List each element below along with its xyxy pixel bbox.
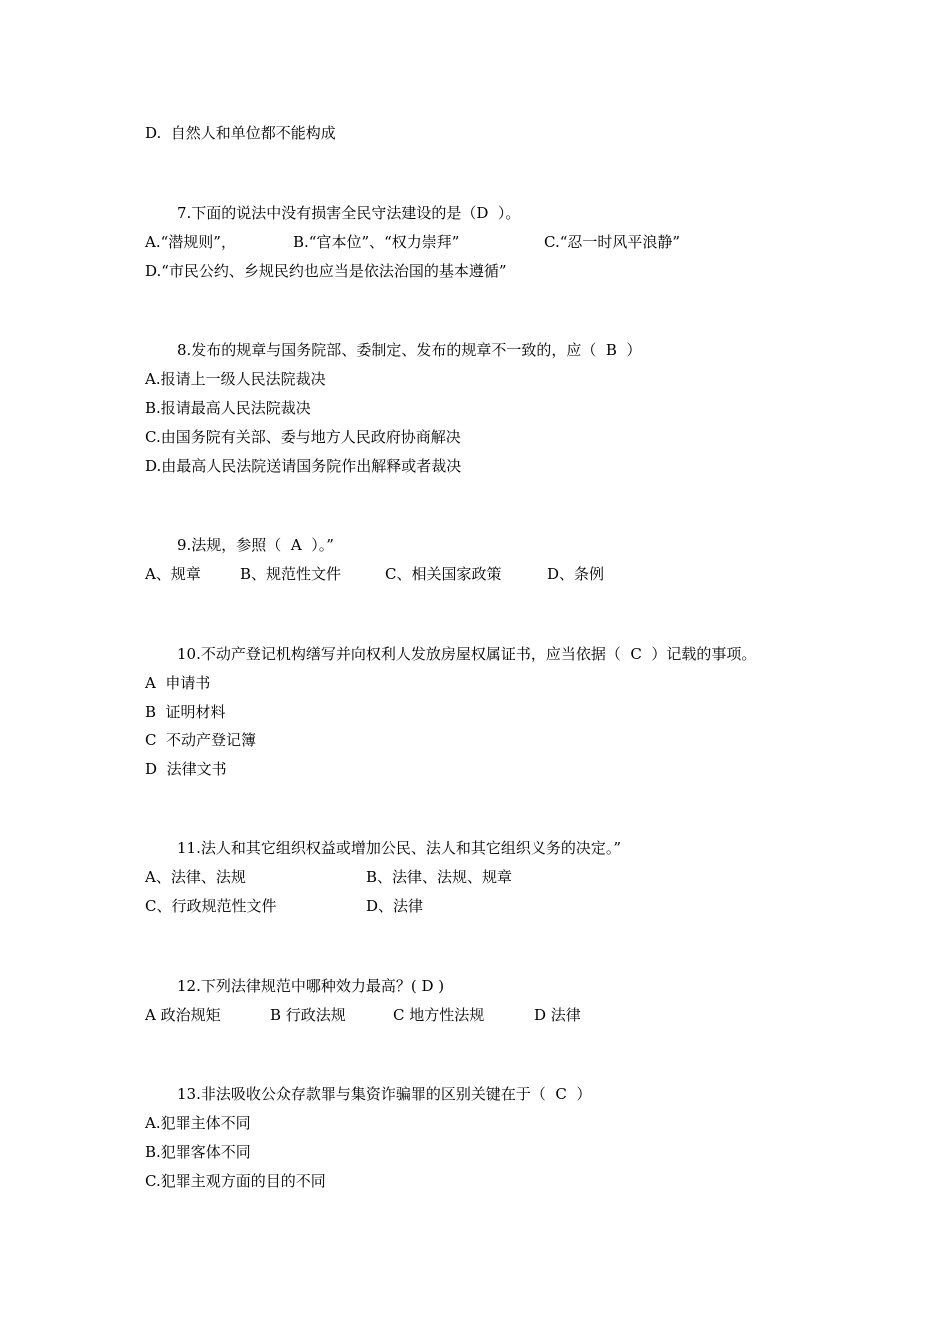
q9-option-b: B、规范性文件 [240, 565, 342, 583]
q12-option-a: A 政治规矩 [145, 1006, 221, 1024]
q13-option-b: B.犯罪客体不同 [145, 1143, 251, 1161]
q10-option-a: A 申请书 [145, 674, 211, 692]
q12-question: 12.下列法律规范中哪种效力最高？( D ) [177, 977, 445, 995]
q7-option-a: A.“潜规则”， [145, 233, 236, 251]
q13-option-c: C.犯罪主观方面的目的不同 [145, 1172, 326, 1190]
q12-option-d: D 法律 [534, 1006, 581, 1024]
q11-option-b: B、法律、法规、规章 [366, 868, 513, 886]
q13-question: 13.非法吸收公众存款罪与集资诈骗罪的区别关键在于（ C ） [177, 1085, 592, 1103]
q9-option-d: D、条例 [547, 565, 605, 583]
q6-option-d: D. 自然人和单位都不能构成 [145, 124, 336, 142]
q7-option-b: B.“官本位”、“权力崇拜” [293, 233, 460, 251]
q8-option-a: A.报请上一级人民法院裁决 [145, 370, 326, 388]
q11-question: 11.法人和其它组织权益或增加公民、法人和其它组织义务的决定。” [177, 839, 622, 857]
q7-option-d: D.“市民公约、乡规民约也应当是依法治国的基本遵循” [145, 262, 507, 280]
q13-option-a: A.犯罪主体不同 [145, 1114, 251, 1132]
q9-option-c: C、相关国家政策 [385, 565, 502, 583]
q11-option-c: C、行政规范性文件 [145, 897, 277, 915]
q9-option-a: A、规章 [145, 565, 201, 583]
q10-option-d: D 法律文书 [145, 760, 227, 778]
q7-question: 7.下面的说法中没有损害全民守法建设的是（D ）。 [177, 204, 521, 222]
q10-question: 10.不动产登记机构缮写并向权利人发放房屋权属证书，应当依据（ C ）记载的事项。 [177, 645, 757, 663]
q12-option-b: B 行政法规 [270, 1006, 346, 1024]
q11-option-a: A、法律、法规 [145, 868, 246, 886]
q8-option-d: D.由最高人民法院送请国务院作出解释或者裁决 [145, 457, 462, 475]
q10-option-c: C 不动产登记簿 [145, 731, 257, 749]
q9-question: 9.法规，参照（ A ）。” [177, 536, 334, 554]
q8-option-c: C.由国务院有关部、委与地方人民政府协商解决 [145, 428, 461, 446]
q11-option-d: D、法律 [366, 897, 424, 915]
q7-option-c: C.“忍一时风平浪静” [544, 233, 681, 251]
q12-option-c: C 地方性法规 [393, 1006, 485, 1024]
q8-option-b: B.报请最高人民法院裁决 [145, 399, 311, 417]
q10-option-b: B 证明材料 [145, 703, 226, 721]
q8-question: 8.发布的规章与国务院部、委制定、发布的规章不一致的，应（ B ） [177, 341, 642, 359]
